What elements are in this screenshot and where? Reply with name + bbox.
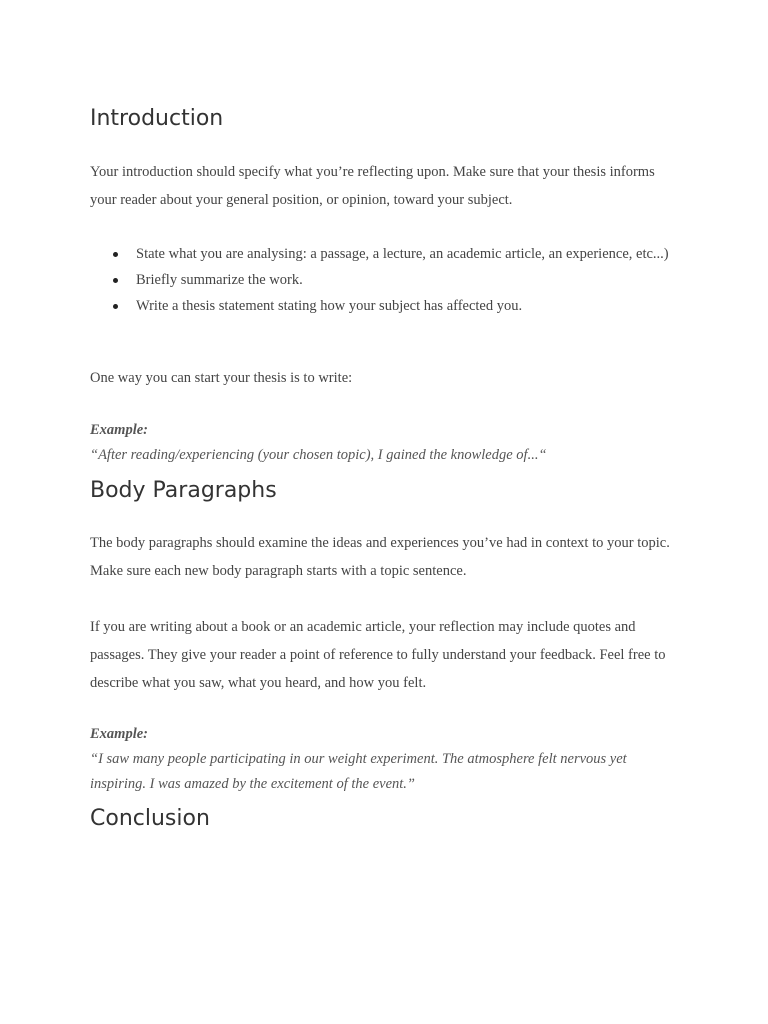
list-item bbox=[136, 241, 680, 267]
example-quote: “I saw many people participating in our weight experiment. The atmosphere felt nervous yet inspiring. I was amazed by the excitement of the event.” bbox=[90, 751, 627, 792]
list-item bbox=[136, 267, 680, 293]
example-label: Example: bbox=[90, 422, 148, 438]
introduction-bullet-list bbox=[90, 241, 680, 319]
bullet-dot-icon bbox=[113, 304, 118, 309]
list-item-text: Briefly summarize the work. bbox=[136, 272, 303, 288]
list-item bbox=[136, 293, 680, 319]
list-item-text: State what you are analysing: a passage, a lecture, an academic article, an experience, etc...) bbox=[136, 246, 669, 262]
body-paragraphs-heading: Body Paragraphs bbox=[90, 478, 277, 503]
example-label: Example: bbox=[90, 726, 148, 742]
bullet-dot-icon bbox=[113, 278, 118, 283]
list-item-text: Write a thesis statement stating how your subject has affected you. bbox=[136, 298, 523, 314]
bullet-dot-icon bbox=[113, 252, 118, 257]
introduction-example bbox=[90, 418, 680, 468]
introduction-heading: Introduction bbox=[90, 106, 224, 131]
conclusion-heading: Conclusion bbox=[90, 806, 210, 831]
introduction-paragraph: Your introduction should specify what you’re reflecting upon. Make sure that your thesis informs your reader about your general position, or opinion, toward your subject. bbox=[90, 164, 655, 208]
body-example bbox=[90, 722, 680, 797]
body-paragraph-2: If you are writing about a book or an academic article, your reflection may include quotes and passages. They give your reader a point of reference to fully understand your feedback. Feel free to describe what you saw, what you heard, and how you felt. bbox=[90, 619, 666, 691]
body-paragraph-1: The body paragraphs should examine the ideas and experiences you’ve had in context to your topic. Make sure each new body paragraph starts with a topic sentence. bbox=[90, 535, 670, 579]
thesis-intro-text: One way you can start your thesis is to write: bbox=[90, 370, 353, 386]
example-quote: “After reading/experiencing (your chosen topic), I gained the knowledge of...“ bbox=[90, 447, 547, 463]
